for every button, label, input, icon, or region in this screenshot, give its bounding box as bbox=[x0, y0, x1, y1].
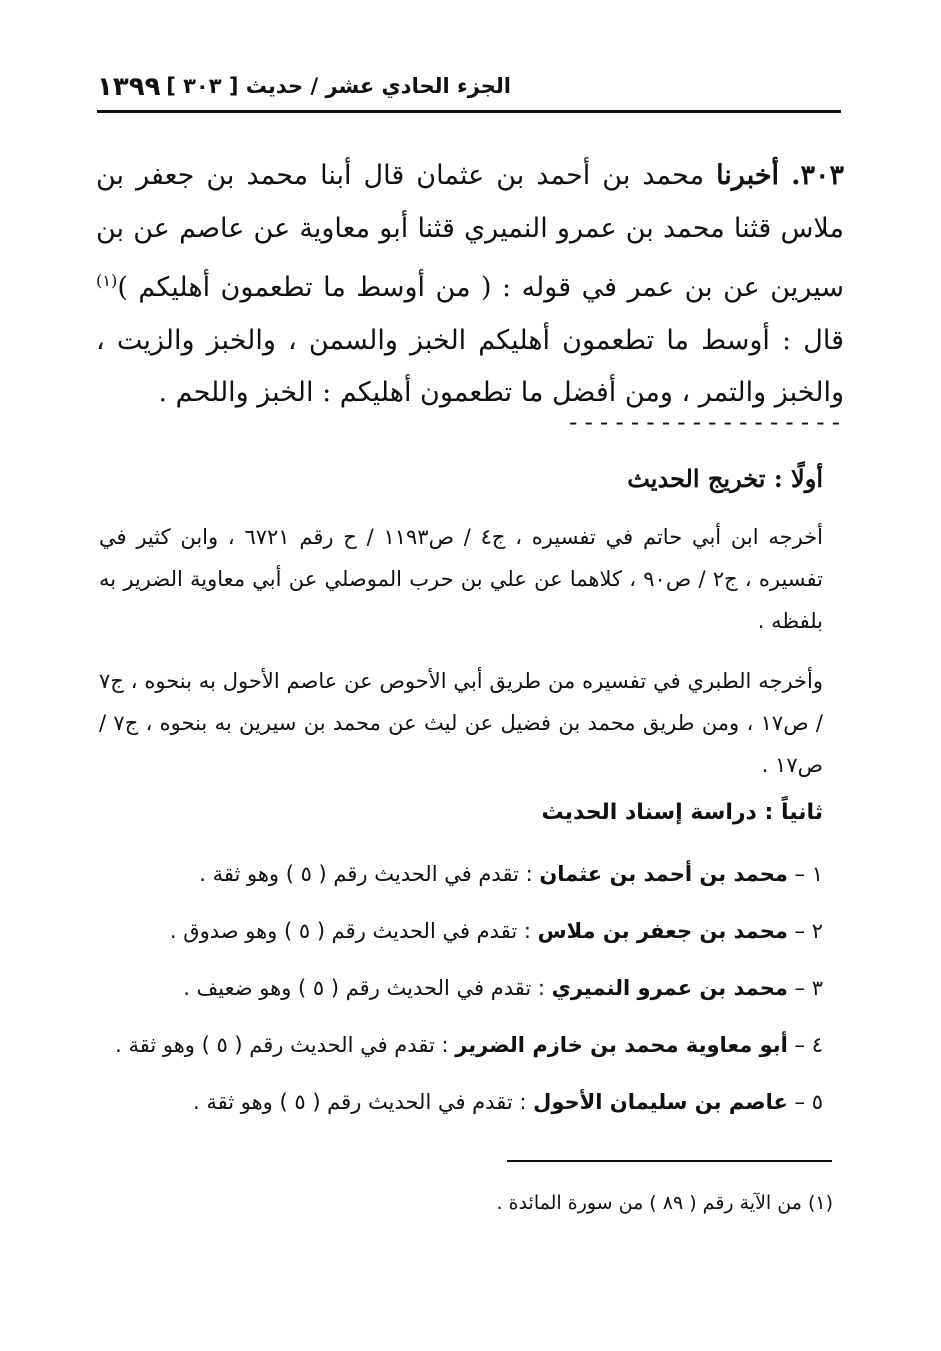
section-separator: ------------------ bbox=[566, 408, 845, 436]
footnote bbox=[497, 1192, 833, 1214]
narrator-name: أبو معاوية محمد بن خازم الضرير bbox=[455, 1033, 788, 1057]
narrator-grade: : تقدم في الحديث رقم ( ٥ ) وهو ضعيف . bbox=[183, 976, 552, 1000]
running-title: الجزء الحادي عشر / حديث [ ٣٠٣ ] bbox=[166, 74, 511, 98]
hadith-isnad-and-matn: محمد بن أحمد بن عثمان قال أبنا محمد بن جعفر بن ملاس قثنا محمد بن عمرو النميري قثنا أبو معاوية عن عاصم عن بن سيرين عن بن عمر في قوله : ( من أوسط ما تطعمون أهليكم ) bbox=[96, 160, 844, 303]
takhrij-paragraph-2: وأخرجه الطبري في تفسيره من طريق أبي الأحوص عن عاصم الأحول به بنحوه ، ج٧ / ص١٧ ، ومن طريق محمد بن فضيل عن ليث عن محمد بن سيرين به بنحوه ، ج٧ / ص١٧ . bbox=[99, 669, 823, 777]
narrator-grade: : تقدم في الحديث رقم ( ٥ ) وهو صدوق . bbox=[169, 919, 538, 943]
narrator-list bbox=[115, 854, 823, 1139]
footnote-text: من الآية رقم ( ٨٩ ) من سورة المائدة . bbox=[496, 1192, 808, 1214]
narrator-item: ١ – محمد بن أحمد بن عثمان : تقدم في الحديث رقم ( ٥ ) وهو ثقة . bbox=[199, 862, 823, 886]
narrator-item: ٢ – محمد بن جعفر بن ملاس : تقدم في الحديث رقم ( ٥ ) وهو صدوق . bbox=[169, 919, 823, 943]
page-header bbox=[97, 68, 841, 113]
section-title-isnad: ثانياً : دراسة إسناد الحديث bbox=[541, 800, 823, 825]
hadith-lead-word: أخبرنا bbox=[716, 160, 780, 191]
narrator-name: محمد بن جعفر بن ملاس bbox=[537, 919, 788, 943]
narrator-grade: : تقدم في الحديث رقم ( ٥ ) وهو ثقة . bbox=[115, 1033, 456, 1057]
narrator-name: محمد بن عمرو النميري bbox=[551, 976, 788, 1000]
narrator-name: عاصم بن سليمان الأحول bbox=[533, 1090, 788, 1114]
page-number: ١٣٩٩ bbox=[97, 72, 161, 102]
footnote-marker: (١) bbox=[807, 1192, 833, 1214]
narrator-item: ٥ – عاصم بن سليمان الأحول : تقدم في الحديث رقم ( ٥ ) وهو ثقة . bbox=[192, 1090, 823, 1114]
narrator-grade: : تقدم في الحديث رقم ( ٥ ) وهو ثقة . bbox=[192, 1090, 534, 1114]
section-title-takhrij: أولًا : تخريج الحديث bbox=[627, 464, 823, 493]
footnote-rule bbox=[507, 1160, 832, 1162]
hadith-text bbox=[96, 150, 844, 420]
hadith-number: ٣٠٣. bbox=[791, 160, 844, 191]
hadith-continuation: قال : أوسط ما تطعمون أهليكم الخبز والسمن ، والخبز والزيت ، والخبز والتمر ، ومن أفضل ما تطعمون أهليكم : الخبز واللحم . bbox=[96, 324, 844, 408]
narrator-item: ٣ – محمد بن عمرو النميري : تقدم في الحديث رقم ( ٥ ) وهو ضعيف . bbox=[183, 976, 823, 1000]
narrator-item: ٤ – أبو معاوية محمد بن خازم الضرير : تقدم في الحديث رقم ( ٥ ) وهو ثقة . bbox=[115, 1033, 823, 1057]
takhrij-paragraph-1: أخرجه ابن أبي حاتم في تفسيره ، ج٤ / ص١١٩٣ / ح رقم ٦٧٢١ ، وابن كثير في تفسيره ، ج٢ / ص٩٠ ، كلاهما عن علي بن حرب الموصلي عن أبي معاوية الضرير به بلفظه . bbox=[99, 525, 824, 633]
narrator-name: محمد بن أحمد بن عثمان bbox=[539, 862, 788, 886]
footnote-reference: (١) bbox=[96, 271, 118, 290]
narrator-grade: : تقدم في الحديث رقم ( ٥ ) وهو ثقة . bbox=[199, 862, 540, 886]
